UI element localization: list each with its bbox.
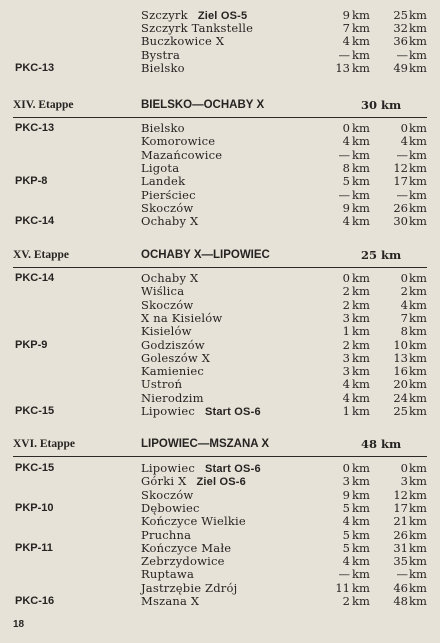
table-row (0, 175, 440, 188)
segment-unit: km (352, 390, 370, 405)
table-row (0, 135, 440, 148)
table-row (0, 215, 440, 228)
table-row (0, 325, 440, 338)
table-row (0, 582, 440, 595)
place-name: Zebrzydowice (141, 554, 225, 569)
cumulative-distance: 25 (393, 8, 408, 22)
place-name: Szczyrk Tankstelle (141, 21, 254, 36)
segment-distance: 5 (342, 540, 350, 555)
table-row (0, 149, 440, 162)
segment-distance: 9 (342, 200, 350, 215)
cumulative-distance: — (396, 567, 408, 582)
cumulative-distance: 24 (393, 390, 408, 405)
place-name: Jastrzębie Zdrój (141, 580, 238, 595)
segment-distance: 2 (342, 594, 350, 608)
segment-unit: km (352, 567, 370, 582)
segment-unit: km (352, 47, 370, 62)
cumulative-unit: km (409, 134, 427, 149)
segment-unit: km (352, 350, 370, 365)
cumulative-distance: 32 (393, 21, 408, 36)
cumulative-distance: 25 (393, 404, 408, 418)
checkpoint-code: PKP-9 (15, 338, 48, 351)
place-name: Buczkowice X (141, 34, 225, 49)
cumulative-unit: km (409, 554, 427, 569)
special-stage-note: Ziel OS-5 (197, 10, 248, 22)
place-name: Lipowiec (141, 404, 195, 418)
cumulative-distance: 0 (400, 461, 408, 475)
cumulative-distance: 36 (393, 34, 408, 49)
cumulative-distance: 31 (393, 540, 408, 555)
table-row (0, 202, 440, 215)
cumulative-unit: km (409, 297, 427, 312)
segment-distance: 2 (342, 284, 350, 299)
segment-distance: 4 (342, 554, 350, 569)
cumulative-distance: — (396, 187, 408, 202)
cumulative-unit: km (409, 377, 427, 392)
segment-unit: km (352, 121, 370, 135)
stage-route: OCHABY X—LIPOWIEC (141, 249, 270, 261)
table-row (0, 462, 440, 475)
segment-distance: 11 (335, 580, 350, 595)
cumulative-unit: km (409, 364, 427, 379)
table-row (0, 35, 440, 48)
table-row (0, 22, 440, 35)
cumulative-unit: km (409, 200, 427, 215)
cumulative-unit: km (409, 540, 427, 555)
cumulative-unit: km (409, 8, 427, 22)
place-name: Kamieniec (141, 364, 204, 379)
segment-unit: km (352, 21, 370, 36)
place-name: Szczyrk (141, 8, 188, 22)
cumulative-distance: 10 (393, 337, 408, 352)
cumulative-unit: km (409, 390, 427, 405)
checkpoint-code: PKC-15 (15, 462, 55, 474)
place-name: Skoczów (141, 297, 194, 312)
segment-distance: — (338, 47, 350, 62)
segment-distance: 4 (342, 377, 350, 392)
place-name: Goleszów X (141, 350, 211, 365)
cumulative-distance: 2 (400, 284, 408, 299)
cumulative-distance: 4 (400, 134, 408, 149)
cumulative-distance: 30 (393, 214, 408, 229)
cumulative-distance: — (396, 47, 408, 62)
cumulative-unit: km (409, 121, 427, 135)
checkpoint-code: PKC-15 (15, 405, 55, 417)
segment-distance: 5 (342, 527, 350, 542)
cumulative-unit: km (409, 404, 427, 418)
checkpoint-code: PKP-8 (15, 175, 48, 188)
place-name: Pruchna (141, 527, 192, 542)
table-row (0, 312, 440, 325)
segment-distance: 4 (342, 214, 350, 229)
cumulative-unit: km (409, 461, 427, 475)
cumulative-distance: 26 (393, 200, 408, 215)
place-name: Bielsko (141, 121, 185, 135)
place-name: Kisielów (141, 324, 192, 339)
segment-unit: km (352, 324, 370, 339)
cumulative-distance: 46 (393, 580, 408, 595)
segment-distance: 13 (335, 60, 350, 75)
stage-header (13, 248, 427, 263)
segment-distance: 0 (342, 271, 350, 285)
segment-unit: km (352, 580, 370, 595)
page-number: 18 (13, 619, 25, 630)
segment-distance: — (338, 147, 350, 162)
cumulative-unit: km (409, 337, 427, 352)
place-name: Lipowiec (141, 461, 195, 475)
checkpoint-code: PKP-10 (15, 501, 54, 514)
cumulative-unit: km (409, 214, 427, 229)
cumulative-distance: 12 (393, 487, 408, 502)
table-row (0, 502, 440, 515)
segment-distance: 3 (342, 474, 350, 489)
table-row (0, 339, 440, 352)
stage-divider (13, 267, 427, 268)
segment-unit: km (352, 364, 370, 379)
place-name: Ochaby X (141, 271, 199, 285)
cumulative-unit: km (409, 60, 427, 75)
segment-distance: 4 (342, 34, 350, 49)
cumulative-distance: 35 (393, 554, 408, 569)
segment-unit: km (352, 297, 370, 312)
segment-distance: 4 (342, 134, 350, 149)
place-name: Bielsko (141, 60, 185, 75)
special-stage-note: Ziel OS-6 (196, 476, 246, 489)
checkpoint-code: PKP-11 (15, 541, 53, 554)
cumulative-distance: 7 (400, 310, 408, 325)
table-row (0, 189, 440, 202)
table-row (0, 122, 440, 135)
cumulative-distance: 26 (393, 527, 408, 542)
cumulative-distance: 0 (400, 271, 408, 285)
table-row (0, 378, 440, 391)
segment-unit: km (352, 284, 370, 299)
segment-unit: km (352, 214, 370, 229)
segment-distance: 0 (342, 461, 350, 475)
place-name: Komorowice (141, 134, 216, 149)
cumulative-unit: km (409, 21, 427, 36)
cumulative-unit: km (409, 514, 427, 529)
table-row (0, 49, 440, 62)
segment-unit: km (352, 514, 370, 529)
place-name: Ligota (141, 160, 180, 175)
stage-route: LIPOWIEC—MSZANA X (141, 438, 269, 450)
stage-label: XV. Etappe (13, 249, 70, 261)
cumulative-unit: km (409, 350, 427, 365)
segment-distance: 3 (342, 364, 350, 379)
checkpoint-code: PKC-14 (15, 272, 55, 284)
segment-distance: 1 (342, 324, 350, 339)
segment-distance: 2 (342, 337, 350, 352)
place-name: Ustroń (141, 377, 183, 392)
cumulative-unit: km (409, 324, 427, 339)
place-name: Bystra (141, 47, 181, 62)
place-name: Pierściec (141, 187, 196, 202)
cumulative-distance: 0 (400, 121, 408, 135)
table-row (0, 162, 440, 175)
segment-unit: km (352, 174, 370, 189)
stage-label: XVI. Etappe (13, 438, 75, 450)
cumulative-unit: km (409, 284, 427, 299)
segment-distance: 3 (342, 350, 350, 365)
place-name: Górki X (141, 474, 187, 489)
segment-unit: km (352, 527, 370, 542)
segment-distance: 0 (342, 121, 350, 135)
segment-unit: km (352, 187, 370, 202)
segment-unit: km (352, 200, 370, 215)
place-name: Nierodzim (141, 390, 204, 405)
segment-distance: 4 (342, 390, 350, 405)
segment-distance: 4 (342, 514, 350, 529)
cumulative-distance: 4 (400, 297, 408, 312)
segment-unit: km (352, 487, 370, 502)
segment-unit: km (352, 60, 370, 75)
table-row (0, 272, 440, 285)
segment-unit: km (352, 310, 370, 325)
stage-distance: 30 km (361, 98, 402, 112)
place-name: Godziszów (141, 337, 205, 352)
place-name: Ruptawa (141, 567, 195, 582)
table-row (0, 299, 440, 312)
cumulative-unit: km (409, 487, 427, 502)
table-row (0, 489, 440, 502)
place-name: Landek (141, 174, 186, 189)
segment-unit: km (352, 461, 370, 475)
cumulative-distance: 20 (393, 377, 408, 392)
cumulative-distance: 16 (393, 364, 408, 379)
checkpoint-code: PKC-16 (15, 595, 55, 607)
segment-unit: km (352, 160, 370, 175)
segment-distance: — (338, 567, 350, 582)
cumulative-distance: 49 (393, 60, 408, 75)
segment-unit: km (352, 474, 370, 489)
segment-unit: km (352, 594, 370, 608)
cumulative-distance: 17 (393, 174, 408, 189)
table-row (0, 62, 440, 75)
cumulative-unit: km (409, 34, 427, 49)
cumulative-unit: km (409, 147, 427, 162)
place-name: Mszana X (141, 594, 200, 608)
stage-distance: 25 km (361, 248, 402, 262)
segment-unit: km (352, 134, 370, 149)
checkpoint-code: PKC-14 (15, 215, 55, 228)
cumulative-distance: 12 (393, 160, 408, 175)
cumulative-distance: 8 (400, 324, 408, 339)
place-name: Kończyce Wielkie (141, 514, 246, 529)
cumulative-unit: km (409, 310, 427, 325)
cumulative-unit: km (409, 160, 427, 175)
segment-distance: 9 (342, 487, 350, 502)
cumulative-distance: 3 (400, 474, 408, 489)
stage-header (13, 98, 427, 113)
table-row (0, 392, 440, 405)
special-stage-note: Start OS-6 (204, 463, 261, 475)
table-row (0, 285, 440, 298)
table-row (0, 405, 440, 418)
cumulative-distance: — (396, 147, 408, 162)
place-name: X na Kisielów (141, 310, 223, 325)
segment-unit: km (352, 337, 370, 352)
place-name: Skoczów (141, 200, 194, 215)
place-name: Kończyce Małe (141, 540, 232, 555)
segment-unit: km (352, 34, 370, 49)
table-row (0, 515, 440, 528)
cumulative-distance: 17 (393, 500, 408, 515)
table-row (0, 555, 440, 568)
cumulative-unit: km (409, 474, 427, 489)
stage-route: BIELSKO—OCHABY X (141, 99, 265, 111)
place-name: Skoczów (141, 487, 194, 502)
stage-divider (13, 117, 427, 118)
special-stage-note: Start OS-6 (204, 406, 261, 418)
segment-unit: km (352, 554, 370, 569)
segment-distance: 8 (342, 160, 350, 175)
cumulative-unit: km (409, 187, 427, 202)
segment-distance: 2 (342, 297, 350, 312)
table-row (0, 9, 440, 22)
cumulative-unit: km (409, 527, 427, 542)
checkpoint-code: PKC-13 (15, 122, 55, 134)
table-row (0, 542, 440, 555)
cumulative-unit: km (409, 500, 427, 515)
place-name: Ochaby X (141, 214, 199, 229)
segment-unit: km (352, 271, 370, 285)
cumulative-unit: km (409, 594, 427, 608)
segment-distance: 5 (342, 500, 350, 515)
stage-header (13, 437, 427, 452)
cumulative-unit: km (409, 580, 427, 595)
table-row (0, 595, 440, 608)
stage-label: XIV. Etappe (13, 99, 74, 111)
place-name: Mazańcowice (141, 147, 223, 162)
segment-distance: 5 (342, 174, 350, 189)
segment-distance: — (338, 187, 350, 202)
place-cell (141, 405, 261, 419)
segment-unit: km (352, 8, 370, 22)
cumulative-unit: km (409, 47, 427, 62)
segment-unit: km (352, 540, 370, 555)
table-row (0, 352, 440, 365)
table-row (0, 568, 440, 581)
segment-distance: 9 (342, 8, 350, 22)
cumulative-unit: km (409, 567, 427, 582)
cumulative-unit: km (409, 174, 427, 189)
segment-distance: 1 (342, 404, 350, 418)
stage-distance: 48 km (361, 437, 402, 451)
segment-unit: km (352, 147, 370, 162)
stage-divider (13, 456, 427, 457)
segment-unit: km (352, 404, 370, 418)
place-name: Dębowiec (141, 500, 200, 515)
cumulative-unit: km (409, 271, 427, 285)
cumulative-distance: 21 (393, 514, 408, 529)
table-row (0, 475, 440, 488)
segment-unit: km (352, 500, 370, 515)
cumulative-distance: 48 (393, 594, 408, 608)
cumulative-distance: 13 (393, 350, 408, 365)
table-row (0, 365, 440, 378)
segment-distance: 3 (342, 310, 350, 325)
checkpoint-code: PKC-13 (15, 61, 55, 74)
segment-unit: km (352, 377, 370, 392)
table-row (0, 529, 440, 542)
place-name: Wiślica (141, 284, 185, 299)
segment-distance: 7 (342, 21, 350, 36)
